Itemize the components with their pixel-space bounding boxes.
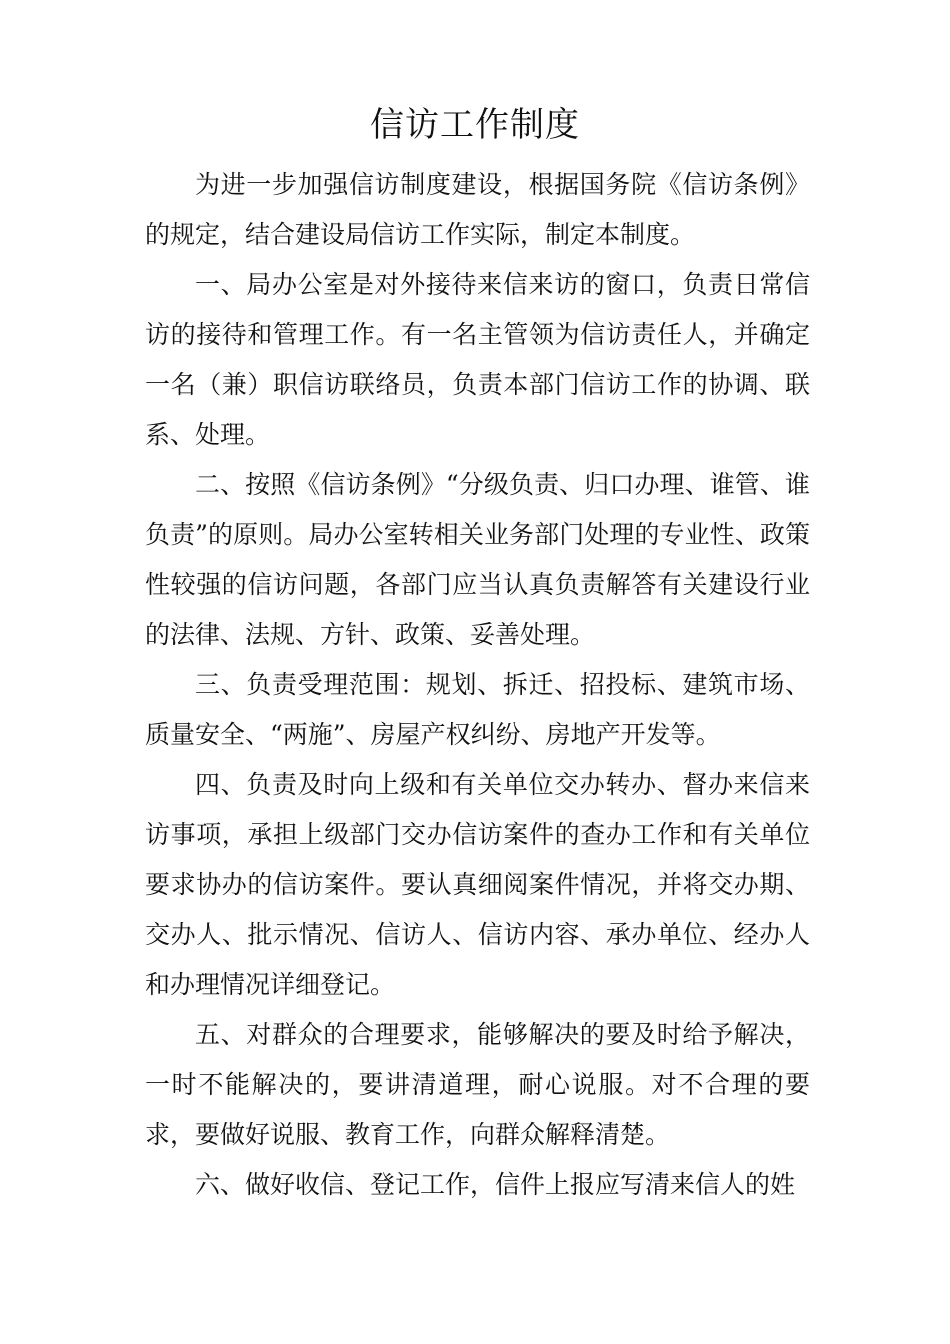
document-title: 信访工作制度 (370, 105, 580, 145)
paragraph-4: 四、负责及时向上级和有关单位交办转办、督办来信来访事项，承担上级部门交办信访案件的查办工作和有关单位要求协办的信访案件。要认真细阅案件情况，并将交办期、交办人、批示情况、信访人、信访内容、承办单位、经办人和办理情况详细登记。 (145, 770, 810, 999)
paragraph-3: 三、负责受理范围：规划、拆迁、招投标、建筑市场、质量安全、“两施”、房屋产权纠纷、房地产开发等。 (145, 670, 810, 749)
paragraph-5: 五、对群众的合理要求，能够解决的要及时给予解决，一时不能解决的，要讲清道理，耐心说服。对不合理的要求，要做好说服、教育工作，向群众解释清楚。 (145, 1020, 810, 1149)
paragraph-1: 一、局办公室是对外接待来信来访的窗口，负责日常信访的接待和管理工作。有一名主管领为信访责任人，并确定一名（兼）职信访联络员，负责本部门信访工作的协调、联系、处理。 (145, 270, 810, 449)
paragraph-6: 六、做好收信、登记工作，信件上报应写清来信人的姓 (195, 1170, 796, 1199)
paragraph-intro: 为进一步加强信访制度建设，根据国务院《信访条例》的规定，结合建设局信访工作实际，制定本制度。 (145, 170, 810, 249)
document-body (145, 160, 810, 1210)
paragraph-2: 二、按照《信访条例》“分级负责、归口办理、谁管、谁负责”的原则。局办公室转相关业务部门处理的专业性、政策性较强的信访问题，各部门应当认真负责解答有关建设行业的法律、法规、方针、政策、妥善处理。 (145, 470, 810, 649)
